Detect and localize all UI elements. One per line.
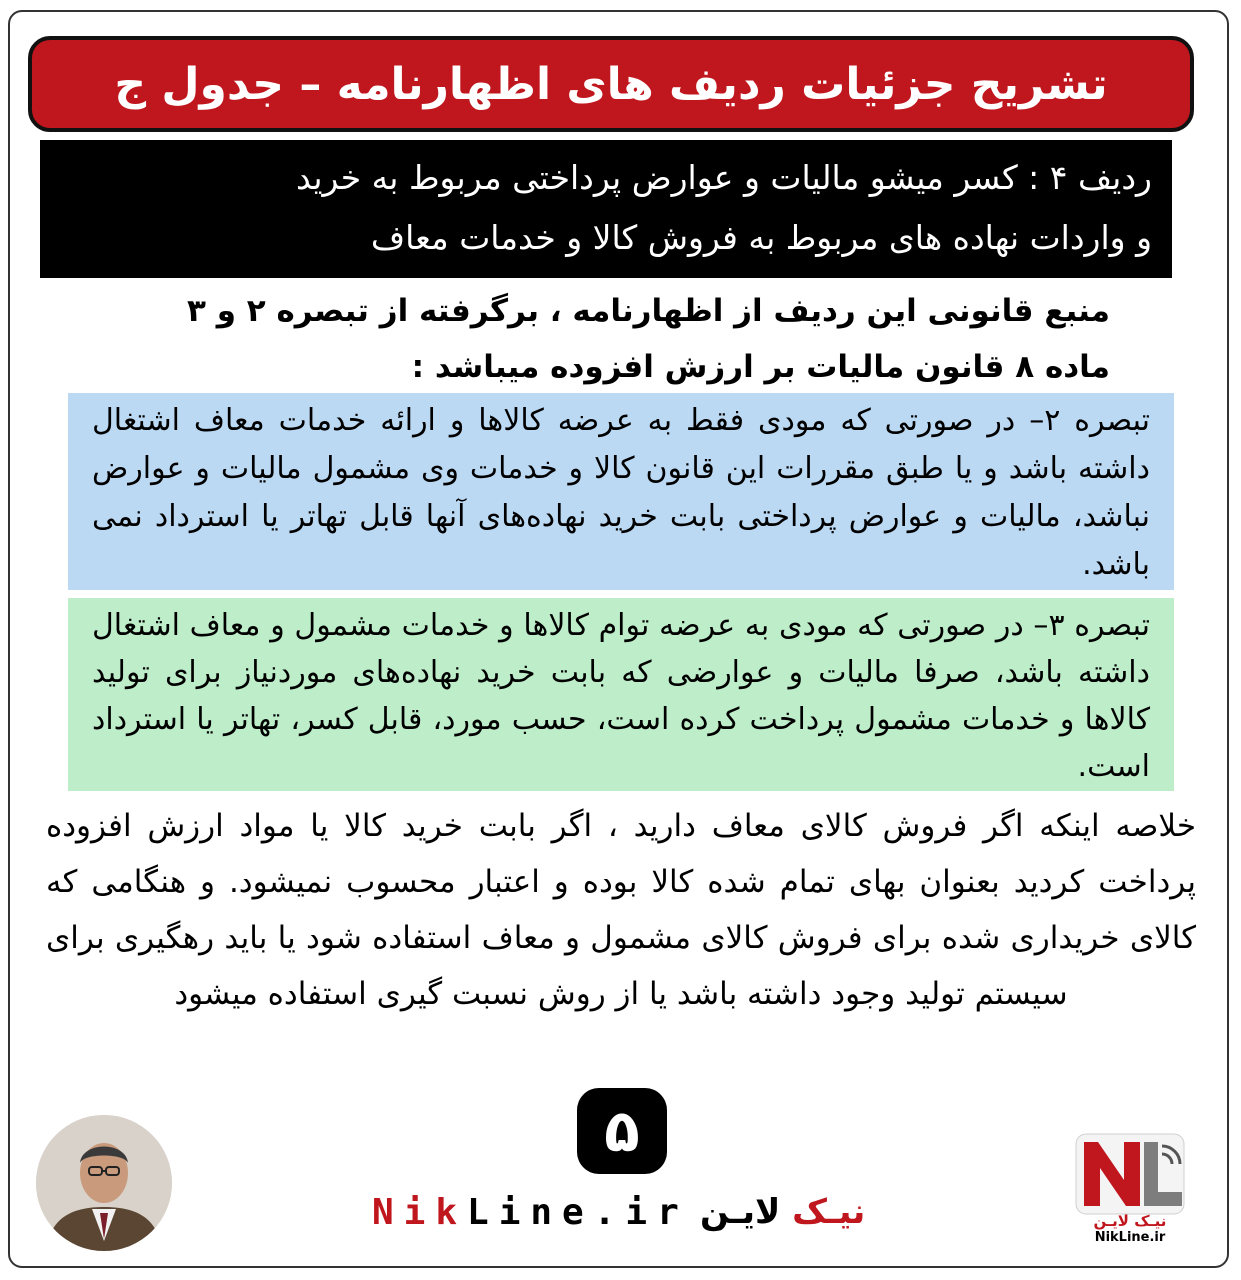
note-3-box: تبصره ۳– در صورتی که مودی به عرضه توام کالاها و خدمات مشمول و معاف اشتغال داشته باشد، صرفا مالیات و عوارضی که بابت خرید نهاده‌های موردنیاز برای تولید کالاها و خدمات مشمول پرداخت کرده است، حسب مورد، قابل کسر، تهاتر یا استرداد است. xyxy=(68,598,1174,791)
logo-text-fa: نیـک لایـن xyxy=(1093,1212,1167,1230)
brand-name-red: نیـک xyxy=(792,1192,866,1232)
row-heading xyxy=(40,140,1172,278)
summary-text: خلاصه اینکه اگر فروش کالای معاف دارید ، اگر بابت خرید کالا یا مواد ارزش افزوده پرداخت کردید بعنوان بهای تمام شده کالا بوده و اعتبار محسوب نمیشود. و هنگامی که کالای خریداری شده برای فروش کالای مشمول و معاف استفاده شود یا باید رهگیری برای سیستم تولید وجود داشته باشد یا از روش نسبت گیری استفاده میشود xyxy=(46,808,1196,1012)
row-heading-line1: ردیف ۴ : کسر میشو مالیات و عوارض پرداختی مربوط به خرید xyxy=(296,158,1152,197)
brand-name-fa xyxy=(700,1192,865,1232)
page-number-badge: ۵ xyxy=(577,1088,667,1174)
site-url-prefix: Nik xyxy=(372,1192,468,1233)
site-url xyxy=(372,1192,689,1233)
author-avatar xyxy=(36,1115,172,1251)
page-title: تشریح جزئیات ردیف های اظهارنامه – جدول ج xyxy=(28,36,1194,132)
legal-source-line1: منبع قانونی این ردیف از اظهارنامه ، برگرفته از تبصره ۲ و ۳ xyxy=(187,293,1110,329)
legal-source-line2: ماده ۸ قانون مالیات بر ارزش افزوده میباشد : xyxy=(411,349,1110,385)
site-url-suffix: Line.ir xyxy=(467,1192,689,1233)
legal-source xyxy=(120,283,1110,395)
logo-text-en: NikLine.ir xyxy=(1094,1230,1166,1245)
row-heading-line2: و واردات نهاده های مربوط به فروش کالا و خدمات معاف xyxy=(370,218,1152,257)
note-2-box: تبصره ۲– در صورتی که مودی فقط به عرضه کالاها و ارائه خدمات معاف اشتغال داشته باشد و یا طبق مقررات این قانون کالا و خدمات وی مشمول مالیات و عوارض نباشد، مالیات و عوارض پرداختی بابت خرید نهاده‌های آنها قابل تهاتر یا استرداد نمی باشد. xyxy=(68,393,1174,590)
brand-name-black: لایـن xyxy=(700,1192,781,1232)
